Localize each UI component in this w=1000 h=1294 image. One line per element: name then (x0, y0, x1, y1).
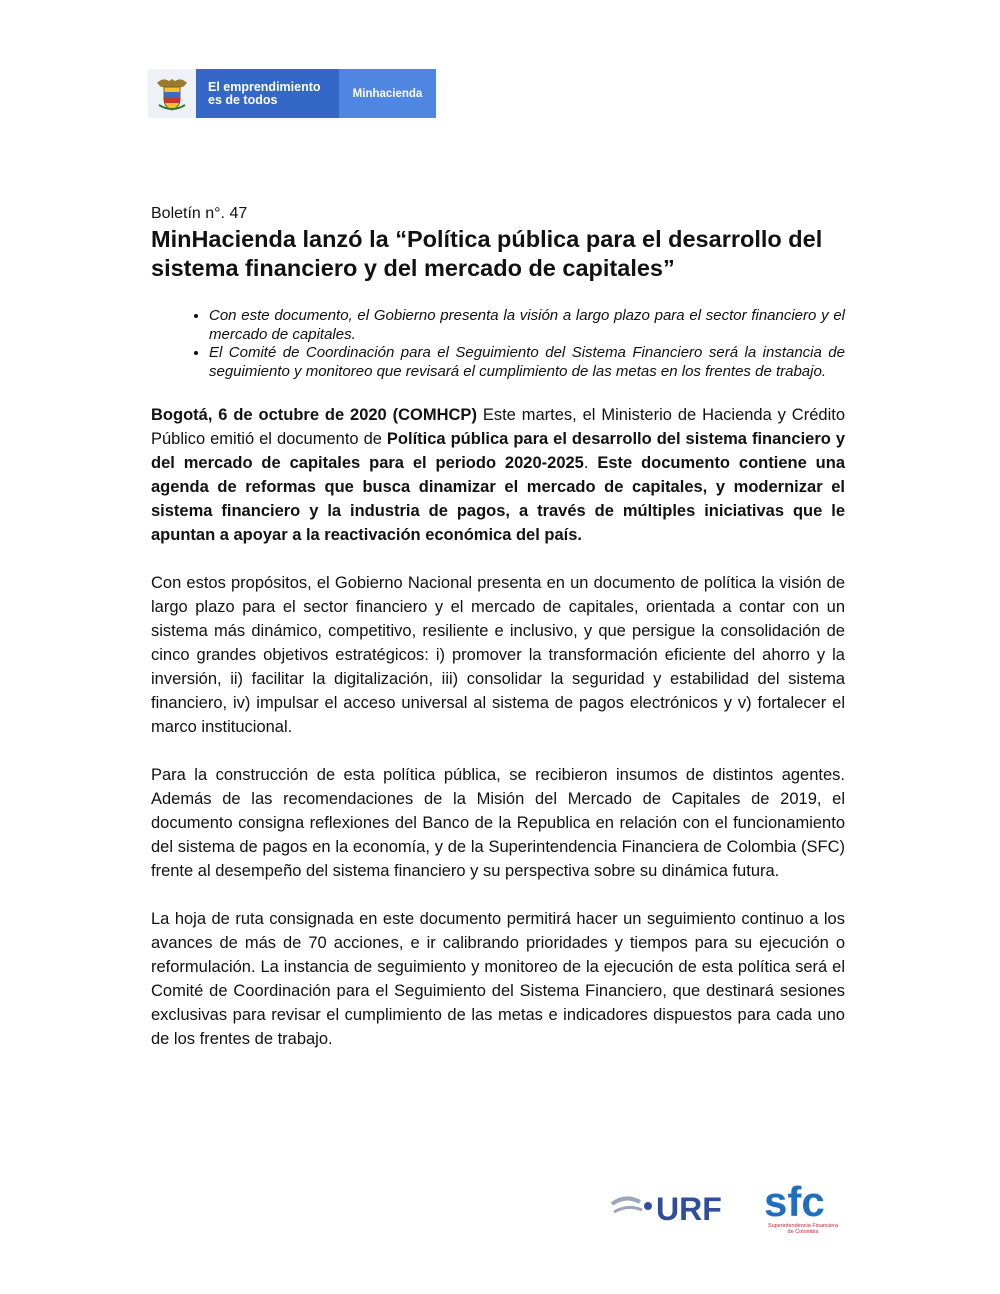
urf-sfc-logos (610, 1172, 850, 1242)
footer-logos (610, 1172, 850, 1242)
bulletin-number: Boletín n°. 47 (151, 205, 248, 222)
coat-of-arms-icon (148, 69, 196, 118)
lead-text-2: . (583, 454, 598, 472)
paragraph-roadmap: La hoja de ruta consignada en este documento permitirá hacer un seguimiento continuo a los avances de más de 70 acciones, e ir calibrando prioridades y tiempos para su ejecución o reformulación. La instancia de seguimiento y monitoreo de la ejecución de esta política será el Comité de Coordinación para el Seguimiento del Sistema Financiero, que destinará sesiones exclusivas para revisar el cumplimiento de las metas e indicadores dispuestos para cada uno de los frentes de trabajo. (151, 910, 845, 1048)
press-release (151, 205, 845, 1075)
dateline: Bogotá, 6 de octubre de 2020 (COMHCP) (151, 406, 477, 424)
slogan (196, 69, 339, 118)
slogan-line-2: es de todos (208, 92, 278, 107)
highlight-item: • El Comité de Coordinación para el Seguimiento del Sistema Financiero será la instancia de seguimiento y monitoreo que revisará el cumplimiento de las metas en los frentes de trabajo. (209, 344, 845, 381)
sfc-caption-2: de Colombia (787, 1229, 819, 1235)
paragraph-inputs: Para la construcción de esta política pública, se recibieron insumos de distintos agentes. Además de las recomendaciones de la Misión del Mercado de Capitales de 2019, el documento consigna reflexiones del Banco de la Republica en relación con el funcionamiento del sistema de pagos en la economía, y de la Superintendencia Financiera de Colombia (SFC) frente al desempeño del sistema financiero y su perspectiva sobre su dinámica futura. (151, 766, 845, 880)
highlight-item: • Con este documento, el Gobierno presenta la visión a largo plazo para el sector financiero y el mercado de capitales. (209, 307, 845, 344)
lead-text-1: Este martes, el Ministerio de Hacienda y Crédito Público emitió el documento de (151, 406, 845, 448)
header-banner (148, 69, 436, 118)
slogan-line-1: El emprendimiento (208, 79, 321, 94)
sfc-logo (764, 1178, 839, 1235)
urf-logo (612, 1191, 722, 1227)
urf-text: URF (656, 1191, 722, 1227)
lead-summary: Este documento contiene una agenda de reformas que busca dinamizar el mercado de capitales, y modernizar el sistema financiero y la industria de pagos, a través de múltiples iniciativas que le apuntan a apoyar a la reactivación económica del país. (151, 454, 846, 544)
page-title: MinHacienda lanzó la “Política pública para el desarrollo del sistema financiero y del mercado de capitales” (151, 226, 823, 281)
policy-name: Política pública para el desarrollo del sistema financiero y del mercado de capitales para el periodo 2020-2025 (151, 430, 845, 472)
paragraph-objectives: Con estos propósitos, el Gobierno Nacional presenta en un documento de política la visión de largo plazo para el sector financiero y el mercado de capitales, orientada a contar con un sistema más dinámico, competitivo, resiliente e inclusivo, y que persigue la consolidación de cinco grandes objetivos estratégicos: i) promover la transformación eficiente del ahorro y la inversión, ii) facilitar la digitalización, iii) consolidar la seguridad y estabilidad del sistema financiero, iv) impulsar el acceso universal al sistema de pagos electrónicos y v) fortalecer el marco institucional. (151, 574, 845, 736)
sfc-caption-1: Superintendencia Financiera (767, 1223, 839, 1229)
ministry-label: Minhacienda (339, 69, 436, 118)
highlights-list (151, 307, 845, 381)
sfc-text: sfc (764, 1178, 825, 1225)
lead-paragraph (151, 403, 845, 547)
